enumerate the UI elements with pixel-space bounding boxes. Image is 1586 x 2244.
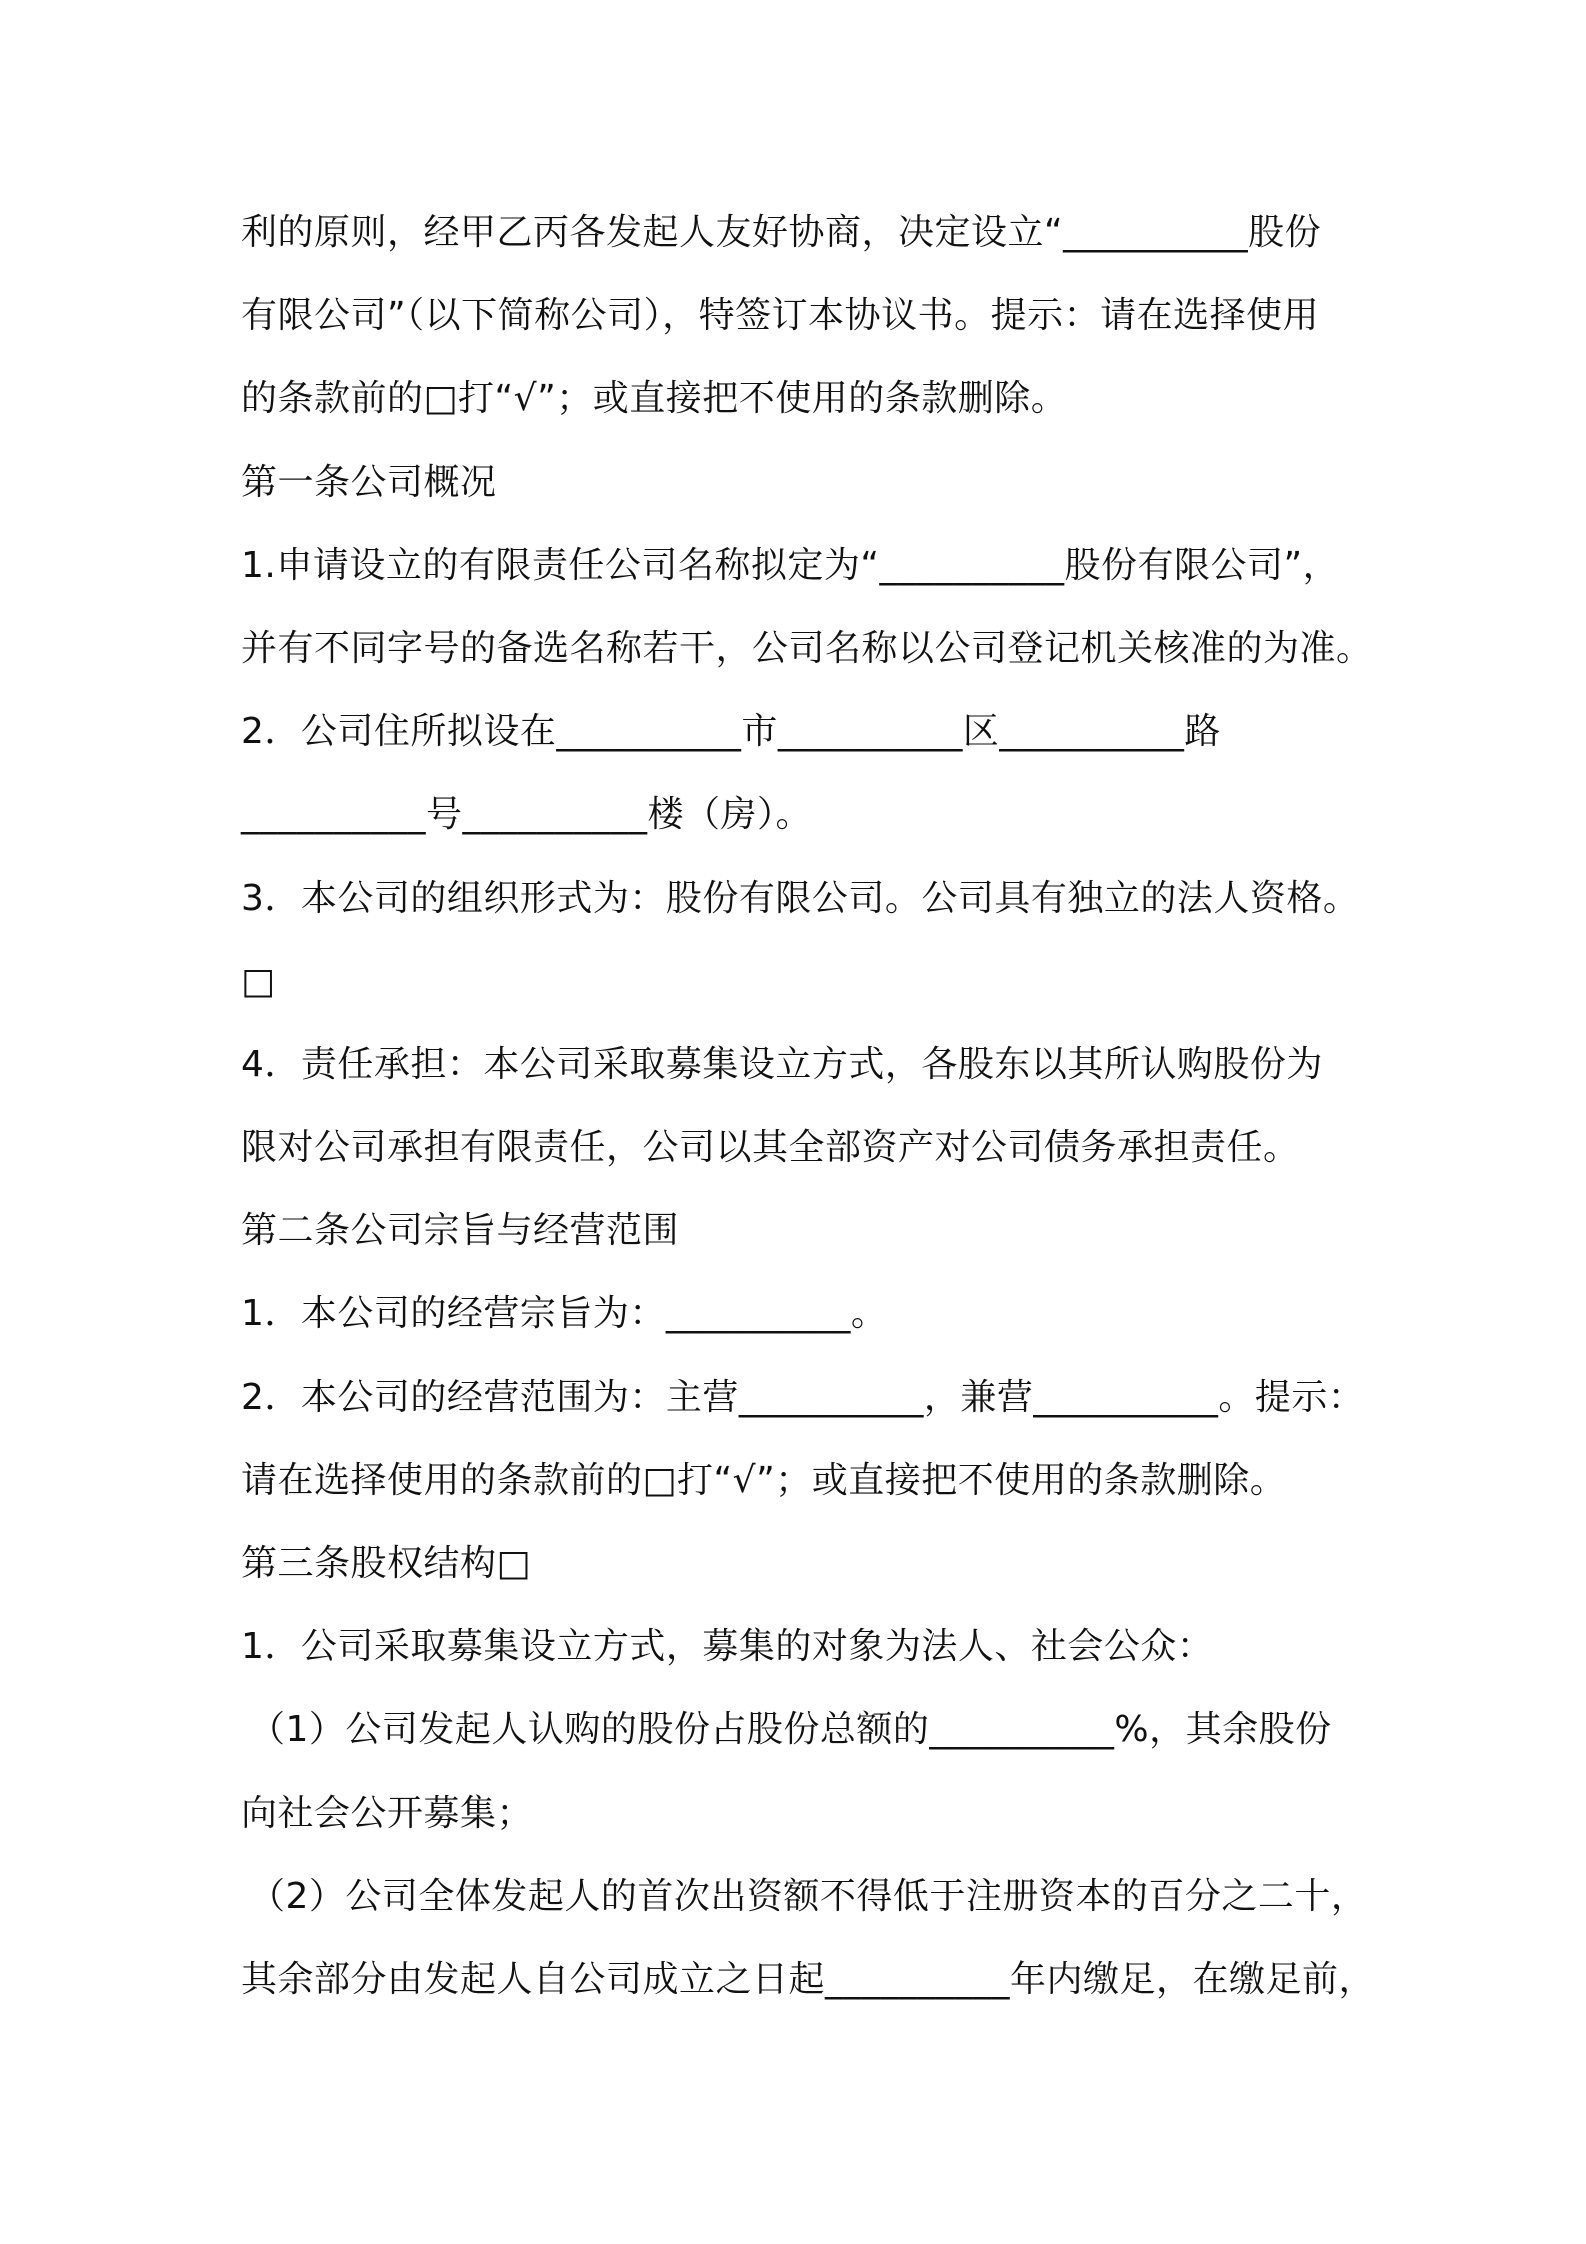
clause-line: __________号__________楼（房）。 bbox=[241, 794, 813, 836]
body-line: 的条款前的□打“√”；或直接把不使用的条款删除。 bbox=[241, 378, 1068, 420]
section-heading: 第一条公司概况 bbox=[241, 461, 497, 503]
body-line: 有限公司”（以下简称公司），特签订本协议书。提示：请在选择使用 bbox=[241, 295, 1320, 337]
section-heading: 第三条股权结构□ bbox=[241, 1543, 532, 1584]
clause-line: 4．责任承担：本公司采取募集设立方式，各股东以其所认购股份为 bbox=[241, 1043, 1323, 1085]
clause-line: 1．本公司的经营宗旨为：__________。 bbox=[241, 1293, 888, 1335]
document-body bbox=[241, 191, 1381, 2021]
sub-clause-line: 向社会公开募集； bbox=[241, 1792, 534, 1834]
clause-line: 2．公司住所拟设在__________市__________区__________路 bbox=[241, 711, 1221, 753]
clause-line: 3．本公司的组织形式为：股份有限公司。公司具有独立的法人资格。 bbox=[241, 877, 1360, 919]
clause-line: 限对公司承担有限责任，公司以其全部资产对公司债务承担责任。 bbox=[241, 1127, 1300, 1169]
clause-line: 并有不同字号的备选名称若干，公司名称以公司登记机关核准的为准。 bbox=[241, 627, 1373, 669]
section-heading: 第二条公司宗旨与经营范围 bbox=[241, 1210, 680, 1252]
body-line: 利的原则，经甲乙丙各发起人友好协商，决定设立“__________股份 bbox=[241, 212, 1322, 253]
sub-clause-line: 其余部分由发起人自公司成立之日起__________年内缴足，在缴足前， bbox=[241, 1958, 1376, 2000]
clause-line: 1．公司采取募集设立方式，募集的对象为法人、社会公众： bbox=[241, 1626, 1214, 1668]
clause-line: 请在选择使用的条款前的□打“√”；或直接把不使用的条款删除。 bbox=[241, 1459, 1287, 1501]
sub-clause-line: （2）公司全体发起人的首次出资额不得低于注册资本的百分之二十， bbox=[249, 1875, 1368, 1917]
clause-line: 1.申请设立的有限责任公司名称拟定为“__________股份有限公司”， bbox=[241, 544, 1340, 586]
clause-line: 2．本公司的经营范围为：主营__________，兼营__________。提示： bbox=[241, 1376, 1365, 1418]
sub-clause-line: （1）公司发起人认购的股份占股份总额的__________%，其余股份 bbox=[249, 1709, 1332, 1751]
checkbox-line: □ bbox=[241, 960, 276, 1002]
